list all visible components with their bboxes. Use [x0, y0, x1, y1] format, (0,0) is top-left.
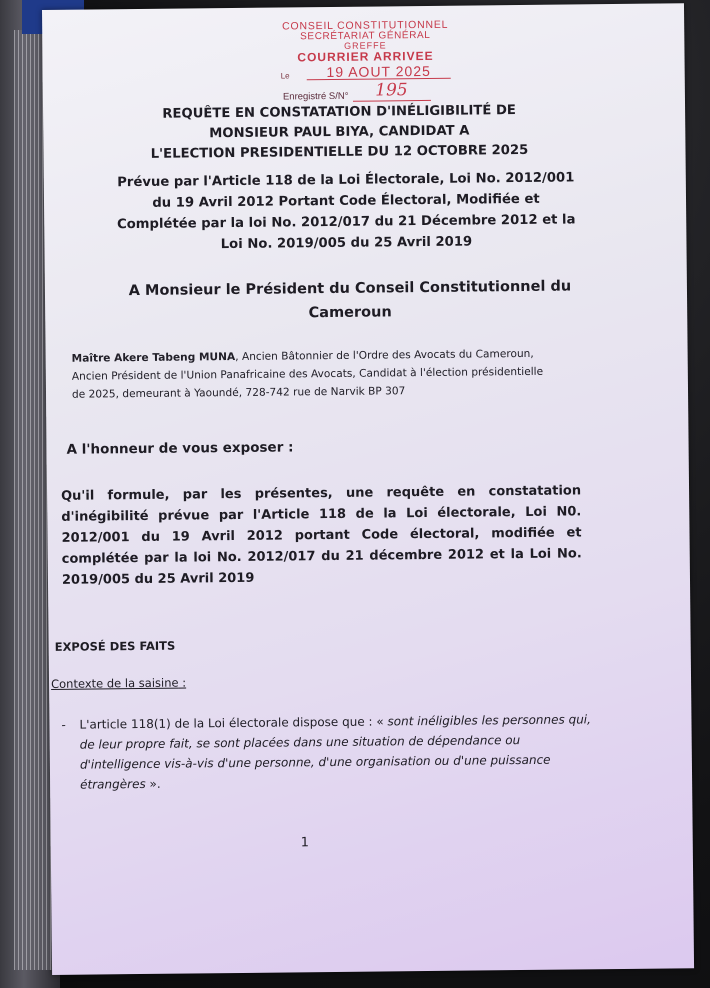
- subtitle-line: Complétée par la loi No. 2012/017 du 21 Décembre 2012 et la: [116, 212, 576, 233]
- document-subtitle: [92, 167, 601, 256]
- petitioner-intro: [72, 344, 573, 403]
- petitioner-name: Maître Akere Tabeng MUNA: [71, 350, 236, 365]
- stamp-date-row: [281, 63, 451, 80]
- subtitle-line: Prévue par l'Article 118 de la Loi Électorale, Loi No. 2012/001: [117, 170, 575, 191]
- intro-line-1-rest: , Ancien Bâtonnier de l'Ordre des Avocats du Cameroun,: [235, 347, 534, 363]
- addressee-line: A Monsieur le Président du Conseil Constitutionnel du: [128, 278, 572, 300]
- title-line: REQUÊTE EN CONSTATATION D'INÉLIGIBILITÉ DE: [162, 103, 516, 122]
- subtitle-line: du 19 Avril 2012 Portant Code Électoral, Modifiée et: [152, 191, 540, 211]
- article-intro: L'article 118(1) de la Loi électorale dispose que : «: [79, 714, 388, 732]
- article-quote: sont inéligibles les personnes qui, de leur propre fait, se sont placées dans une situation de dépendance ou d'intelligence vis-à-vis d'une personne, d'une organisation ou d'une puissance étrangères: [79, 712, 591, 792]
- document-page: [42, 3, 694, 975]
- registration-line: [283, 80, 431, 103]
- title-line: MONSIEUR PAUL BIYA, CANDIDAT A: [209, 123, 470, 142]
- honneur-heading: A l'honneur de vous exposer :: [66, 439, 294, 458]
- intro-line-3: de 2025, demeurant à Yaoundé, 728-742 rue de Narvik BP 307: [71, 385, 406, 401]
- article-outro: ».: [145, 776, 161, 791]
- stamp-line-3: GREFFE: [344, 39, 387, 51]
- addressee: [105, 274, 595, 327]
- document-title: [119, 101, 560, 166]
- stamp-line-4: COURRIER ARRIVEE: [297, 48, 434, 64]
- subsection-title: [51, 676, 186, 691]
- bullet-dash: -: [61, 717, 66, 732]
- registration-number: 195: [352, 80, 430, 102]
- subsection-colon: :: [178, 675, 187, 690]
- section-title: EXPOSÉ DES FAITS: [54, 638, 176, 654]
- stamp-line-2: SECRÉTARIAT GÉNÉRAL: [300, 29, 431, 42]
- article-bullet-item: [61, 709, 592, 795]
- title-line: L'ELECTION PRESIDENTIELLE DU 12 OCTOBRE 2025: [150, 142, 529, 162]
- stamp-date: 19 AOUT 2025: [307, 63, 451, 80]
- stamp-date-label: Le: [280, 70, 290, 81]
- request-paragraph: Qu'il formule, par les présentes, une requête en constatation d'inégibilité prévue par l'Article 118 de la Loi électorale, Loi N0. 2012/001 du 19 Avril 2012 portant Code électoral, modifiée et complétée par la loi No. 2012/017 du 21 décembre 2012 et la Loi No. 2019/005 du 25 Avril 2019: [61, 483, 582, 588]
- addressee-line: Cameroun: [308, 304, 392, 322]
- subtitle-line: Loi No. 2019/005 du 25 Avril 2019: [220, 234, 473, 253]
- intro-line-2: Ancien Président de l'Union Panafricaine des Avocats, Candidat à l'élection présidentielle: [71, 365, 544, 383]
- subsection-title-text: Contexte de la saisine: [50, 675, 179, 691]
- article-text: [79, 709, 592, 794]
- page-number: 1: [300, 835, 310, 851]
- stamp-line-1: CONSEIL CONSTITUTIONNEL: [282, 18, 449, 33]
- reception-stamp: [280, 20, 451, 80]
- registration-label: Enregistré S/N°: [282, 90, 349, 103]
